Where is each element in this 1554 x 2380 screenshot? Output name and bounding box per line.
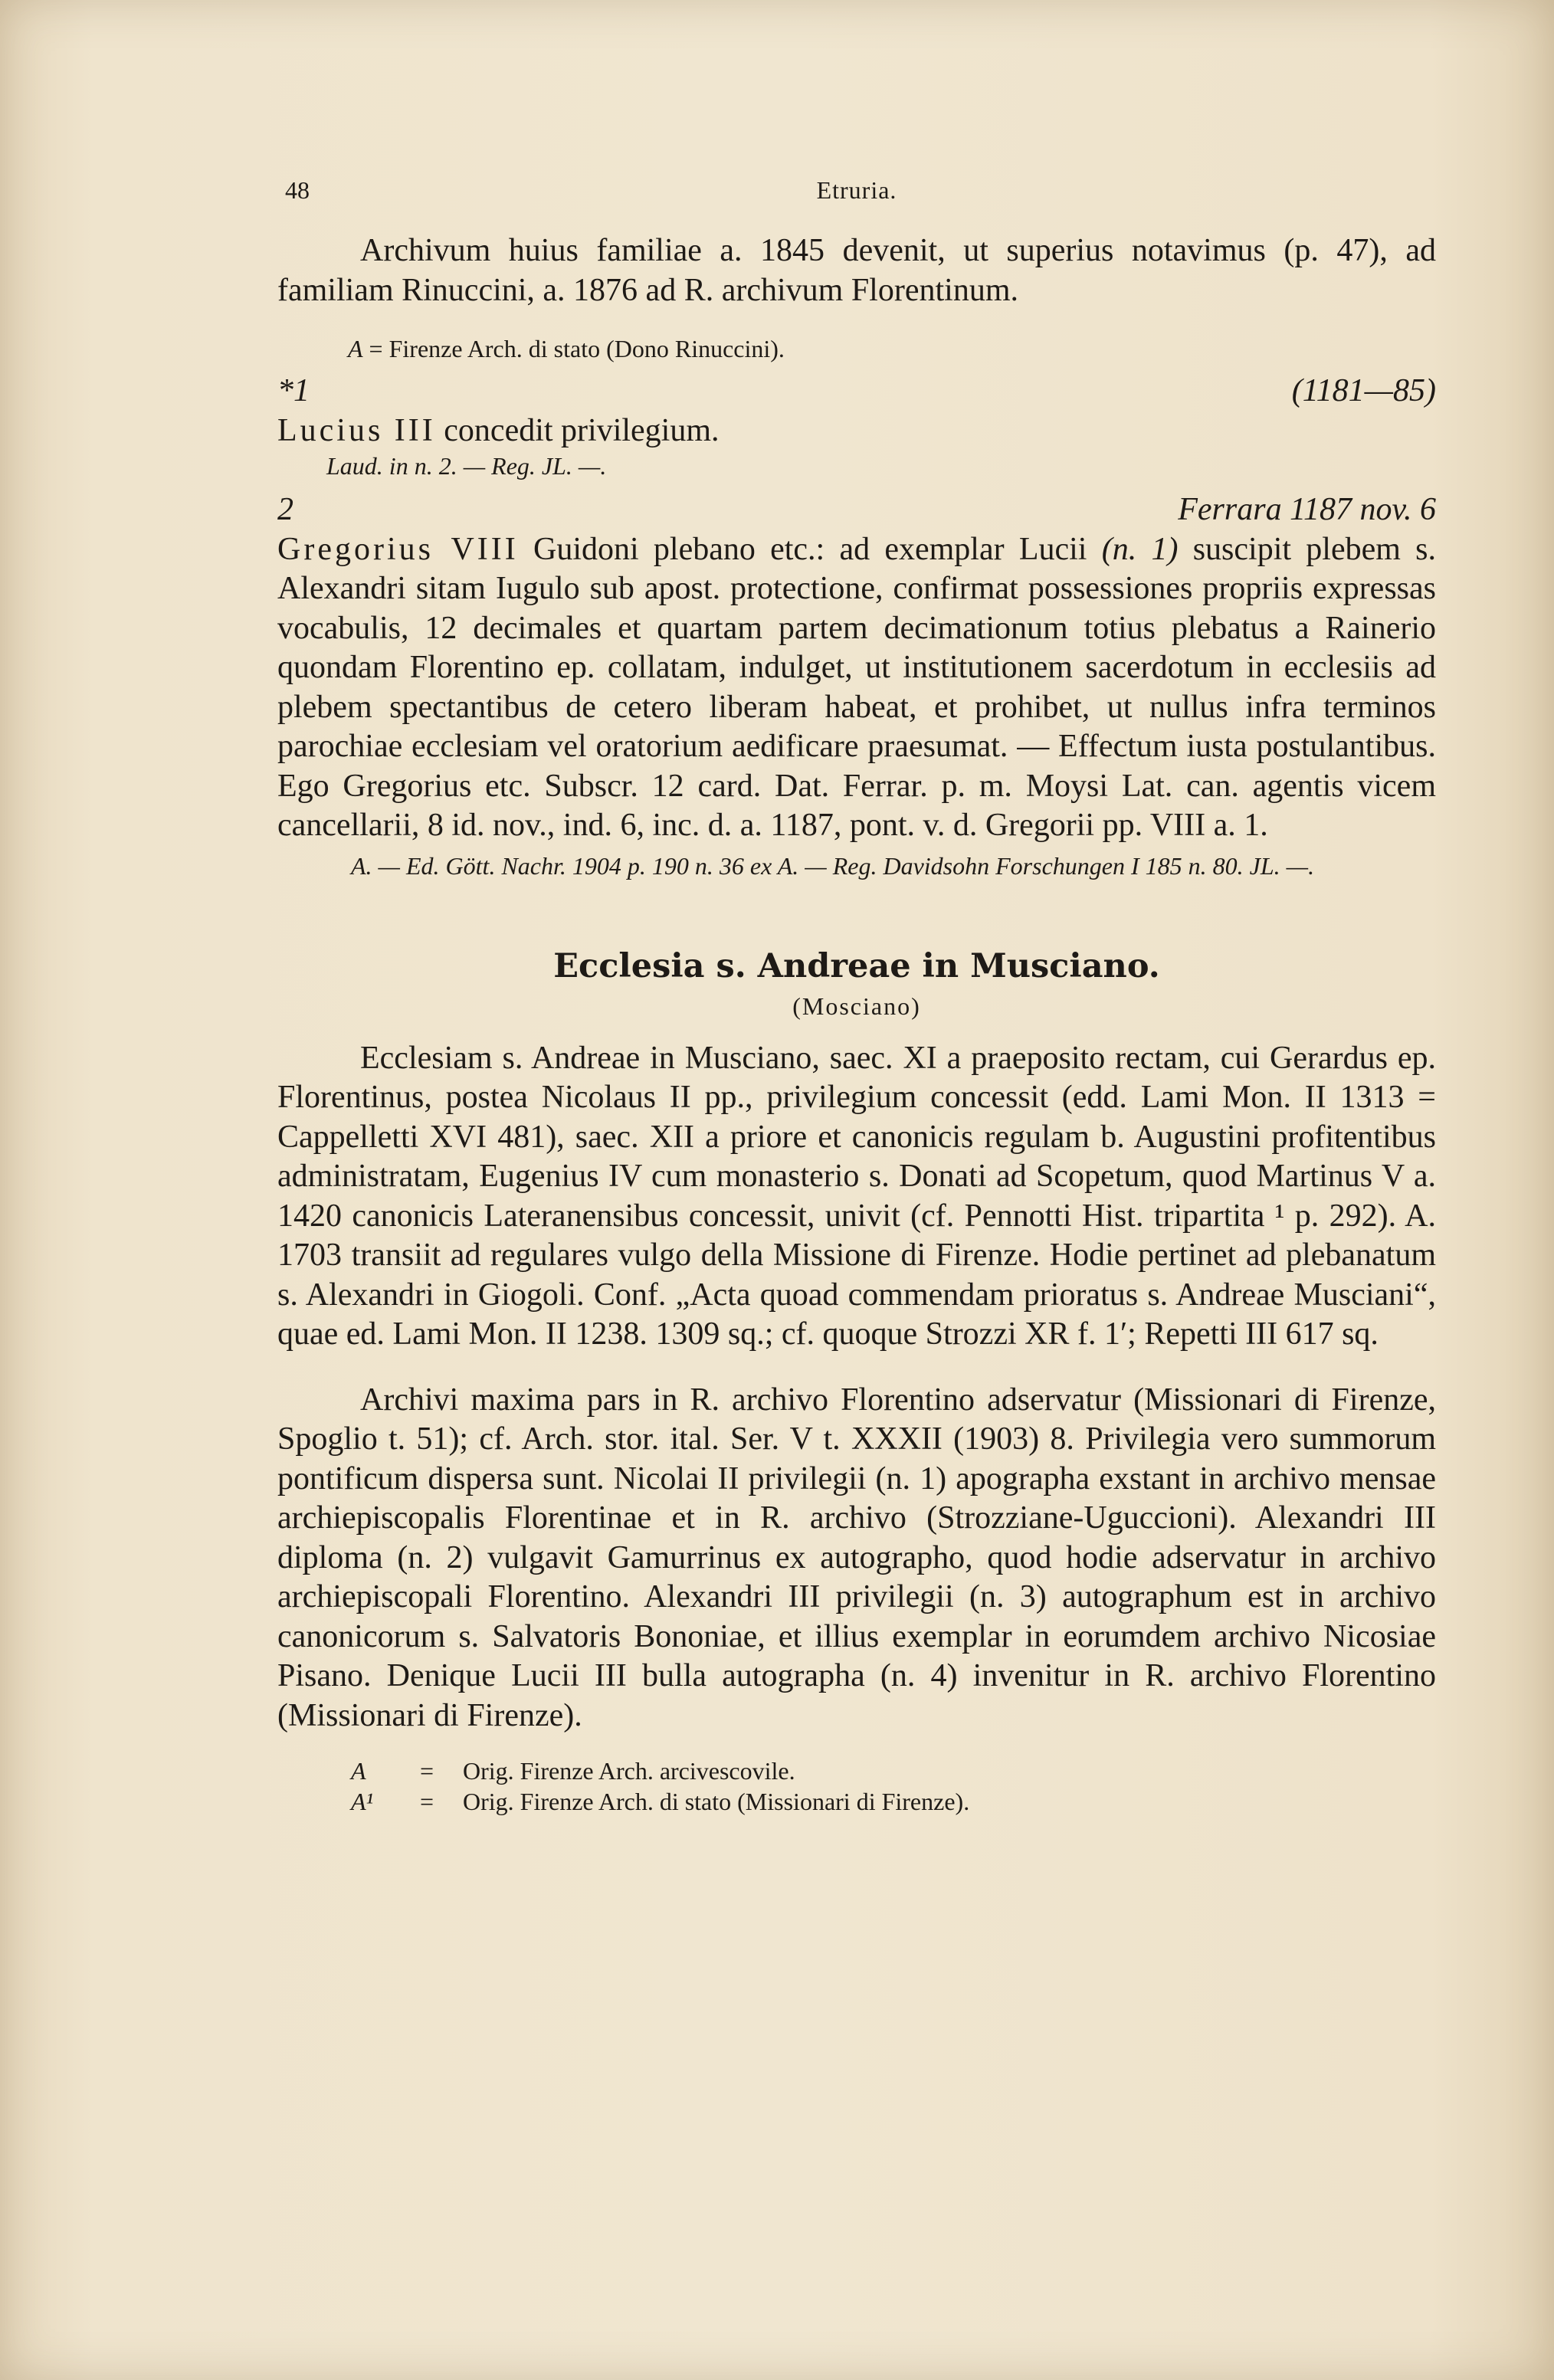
source-siglum: A [351,1757,366,1785]
page-number: 48 [285,176,310,204]
entry2-place-date: Ferrara 1187 nov. 6 [1178,492,1436,527]
running-header [277,169,1436,215]
source-siglum: A¹ [351,1788,374,1815]
intro-siglum: A [348,335,363,362]
entry1-summary: concedit privilegium. [444,412,720,448]
entry2-pope: Gregorius VIII [277,531,519,567]
entry2-text-b: suscipit plebem s. Alexandri sitam Iugulo sub apost. protectione, confirmat possessiones propriis expressas vocabulis, 12 decimales et quartam partem decimationum totius plebatus a Rainerio quondam Florentino ep. collatam, indulget, ut institutionem sacerdotum in ecclesiis ad plebem spectantibus de cetero liberam habeat, et prohibet, ut nullus infra terminos parochiae ecclesiam vel oratorium aedificare praesumat. — Effectum iusta postulantibus. Ego Gregorius etc. Subscr. 12 card. Dat. Ferrar. p. m. Moysi Lat. can. agentis vicem cancellarii, 8 id. nov., ind. 6, inc. d. a. 1187, pont. v. d. Gregorii pp. VIII a. 1. [277,531,1436,843]
entry2-text [277,530,1436,846]
source-text: Orig. Firenze Arch. arcivescovile. [463,1757,795,1785]
entry2-heading [277,490,1436,530]
entry1-pope: Lucius III [277,412,436,448]
intro-siglum-text: = Firenze Arch. di stato (Dono Rinuccini). [369,335,785,362]
entry2-text-a: Guidoni plebano etc.: ad exemplar Lucii [533,531,1087,567]
entry1-refs: Laud. in n. 2. — Reg. JL. —. [326,452,607,480]
page-content [277,169,1436,1817]
intro-siglum-line [277,333,1436,364]
entry2-number: 2 [277,492,293,527]
source-equals: = [420,1757,434,1785]
entry2-refs: A. — Ed. Gött. Nachr. 1904 p. 190 n. 36 ex A. — Reg. Davidsohn Forschungen I 185 n. 80. JL. —. [351,851,1315,880]
section-paragraph-1: Ecclesiam s. Andreae in Musciano, saec. XI a praeposito rectam, cui Gerardus ep. Florentinus, postea Nicolaus II pp., privilegium concessit (edd. Lami Mon. II 1313 = Cappelletti XVI 481), saec. XII a priore et canonicis regulam b. Augustini profitentibus administratam, Eugenius IV cum monasterio s. Donati ad Scopetum, quod Martinus V a. 1420 canonicis Lateranensibus concessit, univit (cf. Pennotti Hist. tripartita ¹ p. 292). A. 1703 transiit ad regulares vulgo della Missione di Firenze. Hodie pertinet ad plebanatum s. Alexandri in Giogoli. Conf. „Acta quoad commendam prioratus s. Andreae Musciani“, quae ed. Lami Mon. II 1238. 1309 sq.; cf. quoque Strozzi XR f. 1′; Repetti III 617 sq. [277,1040,1436,1352]
section-subtitle: (Mosciano) [792,992,921,1020]
source-equals: = [420,1788,434,1815]
source-text: Orig. Firenze Arch. di stato (Missionari di Firenze). [463,1788,970,1815]
intro-paragraph: Archivum huius familiae a. 1845 devenit, ut superius notavimus (p. 47), ad familiam Rinuccini, a. 1876 ad R. archivum Florentinum. [277,233,1436,308]
section-title: Ecclesia s. Andreae in Musciano. [553,946,1160,985]
entry2-ref-n: (n. 1) [1101,531,1179,567]
entry1-heading [277,372,1436,411]
section-paragraph-2: Archivi maxima pars in R. archivo Florentino adservatur (Missionari di Firenze, Spoglio t. 51); cf. Arch. stor. ital. Ser. V t. XXXII (1903) 8. Privilegia vero summorum pontificum dispersa sunt. Nicolai II privilegii (n. 1) apographa exstant in archivo mensae archiepiscopalis Florentinae et in R. archivo (Strozziane-Uguccioni). Alexandri III diploma (n. 2) vulgavit Gamurrinus ex autographo, quod hodie adservatur in archivo archiepiscopali Florentino. Alexandri III privilegii (n. 3) autographum est in archivo canonicorum s. Salvatoris Bononiae, et illius exemplar in eorumdem archivo Nicosiae Pisano. Denique Lucii III bulla autographa (n. 4) invenitur in R. archivo Florentino (Missionari di Firenze). [277,1382,1436,1733]
entry1-text [277,411,1436,451]
entry1-date: (1181—85) [1291,373,1436,408]
source-row [277,1786,969,1817]
entry1-number: *1 [277,373,310,408]
running-title: Etruria. [816,176,897,204]
source-row [277,1755,969,1786]
sources-table [277,1755,969,1817]
